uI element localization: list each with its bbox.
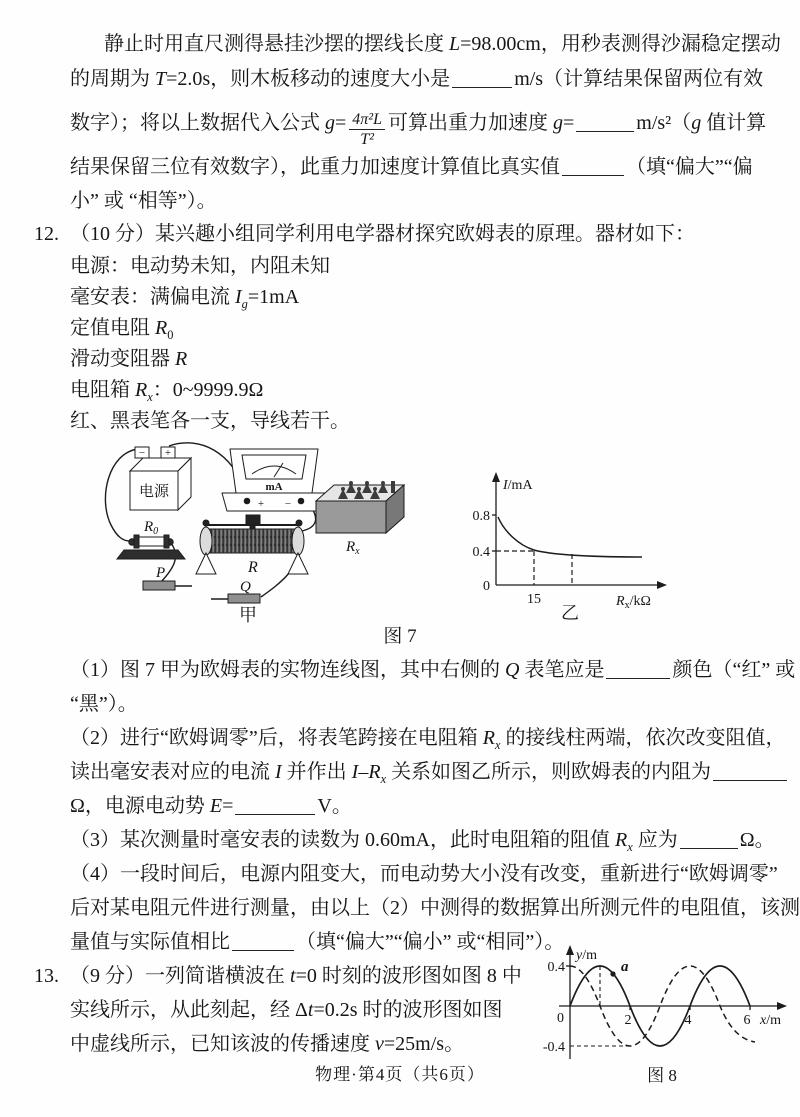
resistance-box-label: $R_x$ [346, 539, 360, 557]
x-tick-4: 4 [684, 1013, 692, 1028]
y-axis-label: I/mA [503, 478, 533, 493]
milliammeter-label: mA [265, 481, 283, 493]
part-2-line-2 [70, 755, 770, 789]
battery [130, 447, 191, 510]
var-R-sub-x: x [627, 840, 633, 854]
point-a-dot [610, 971, 615, 976]
part-text: 后对某电阻元件进行测量，由以上（2）中测得的数据算出所测元件的电阻值，该测 [70, 897, 800, 919]
y-tick-0.8: 0.8 [472, 509, 490, 524]
y-axis-label: y/m [575, 948, 597, 963]
x-axis-label: x/m [759, 1013, 781, 1028]
part-text: （2）进行“欧姆调零”后，将表笔跨接在电阻箱 [70, 727, 483, 749]
figure-7-caption: 图 7 [383, 626, 417, 647]
q13-text: （9 分）一列简谐横波在 [70, 965, 290, 987]
part-1-line-1 [70, 653, 796, 687]
var-R: R [175, 348, 188, 370]
part-text: 应为 [632, 829, 678, 851]
battery-minus-terminal: − [138, 447, 146, 459]
battery-plus-terminal: + [164, 447, 172, 459]
var-E: E [209, 795, 223, 817]
item-text: 滑动变阻器 [70, 348, 175, 370]
probe-q-label: Q [240, 579, 251, 595]
axes [492, 479, 660, 585]
point-a-label: a [620, 959, 629, 975]
item-text: 电源：电动势未知，内阻未知 [70, 255, 330, 277]
q13-text: =0.2s 时的波形图如图 [313, 999, 503, 1021]
circuit-diagram [80, 441, 442, 625]
q11-line-2 [70, 62, 770, 96]
q13-text: =25m/s。 [383, 1033, 465, 1055]
q11-text: （填“偏大”“偏 [626, 156, 753, 178]
answer-blank [235, 800, 315, 815]
graph-yi-wrap [470, 467, 682, 621]
part-2-line-3 [70, 789, 770, 823]
part-text: “黑”）。 [70, 693, 138, 715]
var-R: R [135, 379, 148, 401]
q13-text-column [34, 959, 522, 1061]
part-text: （3）某次测量时毫安表的读数为 0.60mA，此时电阻箱的阻值 [70, 829, 615, 851]
r0-label: $R_0$ [144, 519, 159, 537]
equals-sign: = [563, 112, 575, 134]
meter-plus-terminal: + [257, 498, 265, 510]
var-R: R [615, 829, 628, 851]
var-g: g [553, 112, 563, 134]
var-R: R [155, 317, 168, 339]
answer-blank [713, 766, 787, 781]
part-text: 表笔应是 [519, 659, 605, 681]
rheostat-label: R [248, 559, 258, 576]
q13-text: 中虚线所示，已知该波的传播速度 [70, 1033, 375, 1055]
origin-label: 0 [556, 1011, 564, 1026]
item-text: 电阻箱 [70, 379, 135, 401]
q11-text: =2.0s，则木板移动的速度大小是 [166, 68, 451, 90]
q11-text: 值计算 [701, 112, 767, 134]
sliding-rheostat [196, 515, 308, 576]
part-text: 的接线柱两端，依次改变阻值， [500, 727, 786, 749]
figure-7 [80, 441, 770, 625]
probe-p-label: P [156, 565, 166, 581]
item-text: 毫安表：满偏电流 [70, 286, 235, 308]
part-text: （1）图 7 甲为欧姆表的实物连线图，其中右侧的 [70, 659, 505, 681]
question-number: 13. [34, 965, 59, 987]
part-text: 读出毫安表对应的电流 [70, 761, 275, 783]
answer-blank [232, 936, 294, 951]
var-I: I [235, 286, 242, 308]
q13-line-2 [70, 993, 522, 1027]
item-text: =1mA [247, 286, 300, 308]
part-text: 关系如图乙所示，则欧姆表的内阻为 [386, 761, 712, 783]
q13-line-1 [34, 959, 522, 993]
part-text: 量值与实际值相比 [70, 931, 230, 953]
var-R: R [368, 761, 381, 783]
part-text: （4）一段时间后，电源内阻变大，而电动势大小没有改变，重新进行“欧姆调零” [70, 863, 778, 885]
equals-sign: = [335, 112, 347, 134]
part-text: 并作出 [281, 761, 352, 783]
figure-7-right-label: 乙 [561, 603, 579, 621]
q11-text: 小” 或 “相等”）。 [70, 190, 217, 212]
formula-fraction [349, 110, 385, 149]
fraction-denominator: T² [360, 131, 374, 148]
answer-blank [606, 664, 670, 679]
item-text: 红、黑表笔各一支，导线若干。 [70, 410, 350, 432]
var-L: L [449, 33, 461, 55]
part-text: Ω，电源电动势 [70, 795, 210, 817]
answer-blank [562, 161, 624, 176]
dashed-guides [496, 551, 572, 585]
equals-sign: = [222, 795, 234, 817]
q12-item-resistance-box [70, 375, 770, 406]
var-Q: Q [505, 659, 520, 681]
part-3-line [70, 823, 775, 857]
milliammeter [222, 449, 326, 511]
item-text: ：0~9999.9Ω [152, 379, 264, 401]
y-tick-minus-0.4: -0.4 [542, 1040, 565, 1055]
q11-text: 结果保留三位有效数字），此重力加速度计算值比真实值 [70, 156, 560, 178]
q11-line-1 [70, 26, 781, 62]
var-v: v [375, 1033, 384, 1055]
var-t: t [290, 965, 296, 987]
q11-line-4 [70, 150, 770, 184]
q12-head-text: （10 分）某兴趣小组同学利用电学器材探究欧姆表的原理。器材如下： [70, 223, 695, 245]
var-R-sub-x: x [380, 772, 387, 786]
part-text: Ω。 [739, 829, 775, 851]
var-T: T [155, 68, 167, 90]
var-t: t [307, 999, 314, 1021]
q11-text: =98.00cm，用秒表测得沙漏稳定摆动 [460, 33, 781, 55]
item-text: 定值电阻 [70, 317, 155, 339]
var-R-sub-x: x [147, 390, 153, 404]
q13-text: 实线所示，从此刻起，经 Δ [70, 999, 308, 1021]
graph-i-vs-rx [470, 467, 682, 621]
q12-item-milliammeter [70, 282, 770, 313]
var-R-sub-x: x [494, 738, 501, 752]
q11-text: m/s（计算结果保留两位有效 [514, 68, 764, 90]
q13-text: =0 时刻的波形图如图 8 中 [295, 965, 522, 987]
part-4-line-1 [70, 857, 778, 891]
q13-line-3 [70, 1027, 522, 1061]
curve-i-rx [498, 517, 642, 557]
fixed-resistor-r0 [117, 519, 185, 559]
var-g: g [325, 112, 335, 134]
question-number: 12. [34, 223, 59, 245]
part-text: （填“偏大”“偏小” 或“相同”）。 [296, 931, 565, 953]
x-tick-15: 15 [527, 592, 541, 607]
part-text: V。 [317, 795, 352, 817]
answer-blank [576, 117, 634, 132]
q12-item-fixed-resistor [70, 313, 770, 344]
var-I: I [275, 761, 282, 783]
part-2-line-1 [70, 721, 786, 755]
x-axis-label: $R_x/k\Omega$ [616, 594, 651, 611]
q11-text: 可算出重力加速度 [388, 112, 553, 134]
q11-text: 静止时用直尺测得悬挂沙摆的摆线长度 [104, 33, 449, 55]
y-tick-0.4: 0.4 [472, 545, 490, 560]
origin-label: 0 [483, 579, 490, 594]
q12-item-probes [70, 406, 770, 437]
q11-line-3 [70, 96, 770, 150]
part-1-line-2 [70, 687, 770, 721]
part-4-line-2 [70, 891, 800, 925]
q11-text: 的周期为 [70, 68, 155, 90]
page-footer: 物理·第4页（共6页） [315, 1065, 485, 1084]
resistance-box [316, 481, 404, 557]
figure-8-caption: 图 8 [646, 1066, 677, 1085]
figure-7-left-label: 甲 [239, 605, 257, 625]
var-I-sub-g: g [241, 297, 248, 311]
q11-text: m/s²（ [636, 112, 692, 134]
question-12-heading [34, 218, 770, 251]
var-I: I [351, 761, 359, 783]
var-R-sub-0: 0 [167, 328, 174, 342]
q11-line-5 [70, 184, 770, 218]
dash: – [358, 761, 369, 783]
part-text: 颜色（“红” 或 [672, 659, 796, 681]
var-g: g [691, 112, 702, 134]
answer-blank [680, 834, 738, 849]
x-tick-2: 2 [624, 1013, 632, 1028]
var-R: R [482, 727, 495, 749]
x-tick-6: 6 [743, 1013, 751, 1028]
y-tick-0.4: 0.4 [547, 960, 565, 975]
battery-label: 电源 [138, 484, 170, 500]
question-11-paragraph [70, 26, 781, 218]
meter-minus-terminal: − [284, 498, 292, 510]
q12-item-rheostat [70, 344, 770, 375]
answer-blank [452, 73, 512, 88]
q12-item-power [70, 251, 770, 282]
q11-text: 数字）；将以上数据代入公式 [70, 112, 325, 134]
fraction-numerator: 4π²L [349, 110, 385, 130]
